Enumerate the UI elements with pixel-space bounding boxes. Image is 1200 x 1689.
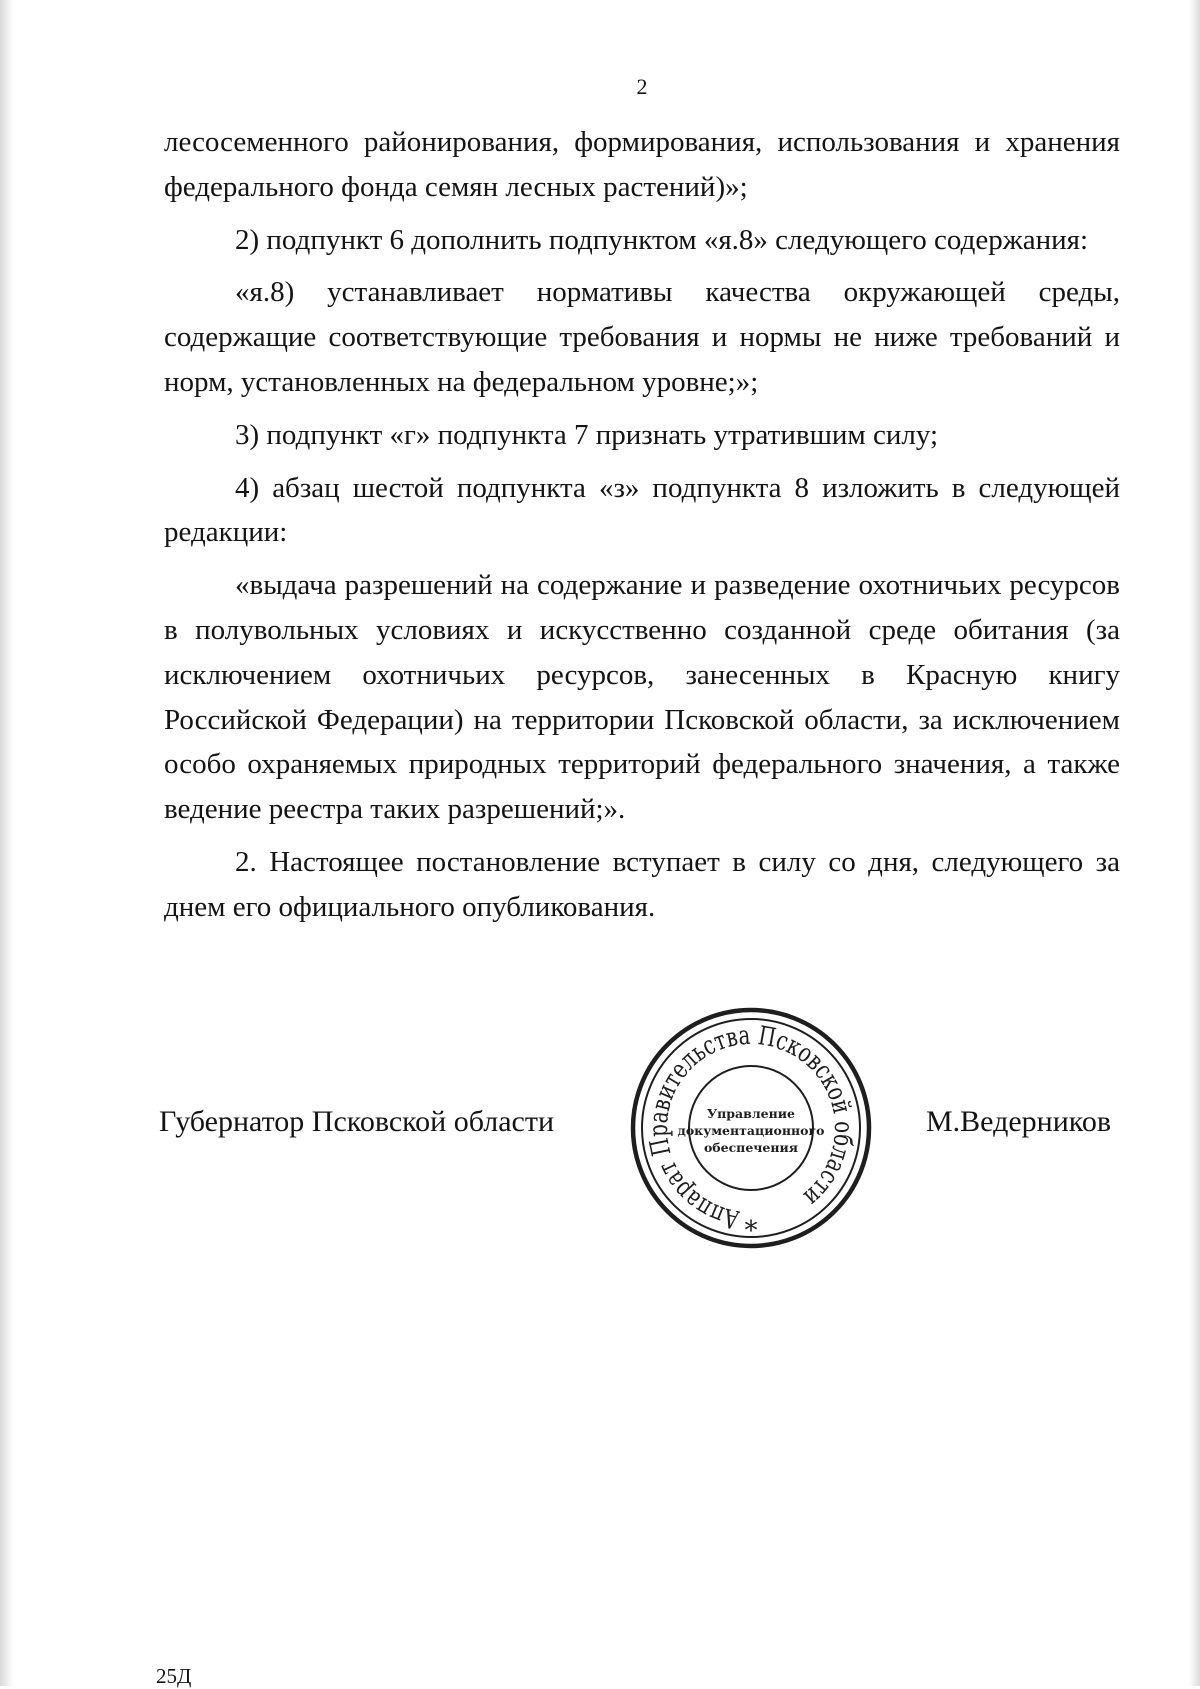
official-seal bbox=[626, 1003, 876, 1253]
seal-graphic bbox=[626, 1003, 876, 1253]
paragraph-item-4: 4) абзац шестой подпункта «з» подпункта 8 изложить в следующей редакции: bbox=[164, 471, 1120, 549]
seal-inner-text bbox=[626, 1105, 876, 1156]
paragraph-continuation: лесосеменного районирования, формирования, использования и хранения федерального фонда семян лесных растений)»; bbox=[164, 126, 1120, 203]
seal-inner-line: Управление bbox=[707, 1106, 795, 1121]
paragraph-effective-date: 2. Настоящее постановление вступает в силу со дня, следующего за днем его официального опубликования. bbox=[164, 845, 1120, 923]
page-edge-right bbox=[1188, 0, 1200, 1686]
seal-second-ring bbox=[642, 1019, 860, 1237]
seal-outer-ring bbox=[633, 1010, 869, 1246]
seal-inner-line: обеспечения bbox=[703, 1140, 799, 1155]
seal-ring-textpath: Аппарат Правительства Псковской области bbox=[643, 1020, 859, 1235]
paragraph-item-2: 2) подпункт 6 дополнить подпунктом «я.8» следующего содержания: bbox=[235, 223, 1089, 256]
paragraph-quote-ya8: «я.8) устанавливает нормативы качества окружающей среды, содержащие соответствующие требования и нормы не ниже требований и норм, установленных на федеральном уровне;»; bbox=[164, 276, 1120, 398]
page-edge-left bbox=[0, 0, 14, 1686]
seal-inner-ring bbox=[689, 1066, 813, 1190]
signatory-name: М.Ведерников bbox=[925, 1105, 1111, 1138]
seal-star-icon: * bbox=[744, 1216, 758, 1246]
paragraph-item-3: 3) подпункт «г» подпункта 7 признать утратившим силу; bbox=[235, 418, 939, 451]
signatory-position: Губернатор Псковской области bbox=[159, 1105, 555, 1138]
paragraph-quote-hunting: «выдача разрешений на содержание и разведение охотничьих ресурсов в полувольных условиях и искусственно созданной среде обитания (за исключением охотничьих ресурсов, занесенных в Красную книгу Российской Федерации) на территории Псковской области, за исключением особо охраняемых природных территорий федерального значения, а также ведение реестра таких разрешений;». bbox=[164, 569, 1120, 826]
document-code: 25Д bbox=[156, 1664, 192, 1688]
document-body bbox=[164, 120, 1120, 930]
seal-ring-text bbox=[644, 1021, 858, 1234]
seal-inner-line: документационного bbox=[677, 1123, 825, 1138]
page-number: 2 bbox=[636, 74, 648, 99]
